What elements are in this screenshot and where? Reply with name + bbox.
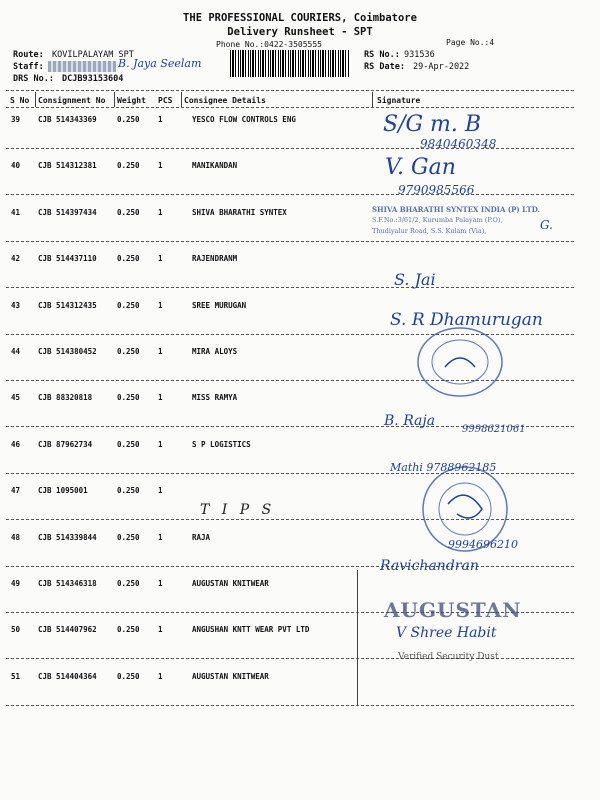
row-weight: 0.250 bbox=[117, 672, 140, 681]
row-sno: 40 bbox=[11, 161, 21, 170]
row-consignee: RAJA bbox=[192, 533, 211, 542]
stamp-shiva-3: Thudiyalur Road, S.S. Kulam (Via), bbox=[372, 227, 487, 235]
company-title: THE PROFESSIONAL COURIERS, Coimbatore bbox=[183, 12, 417, 24]
row-sno: 51 bbox=[11, 672, 21, 681]
vline-4 bbox=[372, 92, 373, 107]
row-weight: 0.250 bbox=[117, 393, 140, 402]
row-consignee: YESCO FLOW CONTROLS ENG bbox=[192, 115, 296, 124]
sig-40-phone: 9790985566 bbox=[398, 183, 475, 197]
drs-value: DCJB93153604 bbox=[62, 74, 124, 84]
row-sno: 41 bbox=[11, 208, 21, 217]
page-number: Page No.:4 bbox=[446, 38, 495, 47]
sig-46: Mathi 9788962185 bbox=[390, 461, 497, 474]
col-pcs: PCS bbox=[158, 96, 173, 105]
col-weight: Weight bbox=[117, 96, 146, 105]
row-consignee: AUGUSTAN KNITWEAR bbox=[192, 672, 269, 681]
row-weight: 0.250 bbox=[117, 161, 140, 170]
row-consignment-no: CJB 514380452 bbox=[38, 347, 97, 356]
vline-1 bbox=[35, 92, 36, 107]
header-top-rule bbox=[6, 90, 574, 91]
row-consignee: AUGUSTAN KNITWEAR bbox=[192, 579, 269, 588]
row-sno: 45 bbox=[11, 393, 21, 402]
row-weight: 0.250 bbox=[117, 208, 140, 217]
col-sno: S No bbox=[10, 96, 30, 105]
row-consignee: MANIKANDAN bbox=[192, 161, 238, 170]
row-weight: 0.250 bbox=[117, 625, 140, 634]
row-weight: 0.250 bbox=[117, 486, 140, 495]
row-pcs: 1 bbox=[158, 393, 163, 402]
staff-redacted bbox=[48, 61, 116, 72]
stamp-shiva-2: S.F.No.:3/61/2, Kurumba Palayam (P.O), bbox=[372, 216, 503, 224]
row-divider bbox=[6, 287, 574, 288]
row-weight: 0.250 bbox=[117, 115, 140, 124]
row-weight: 0.250 bbox=[117, 254, 140, 263]
row-consignment-no: CJB 514397434 bbox=[38, 208, 97, 217]
barcode bbox=[230, 50, 350, 77]
row-pcs: 1 bbox=[158, 115, 163, 124]
sig-50: V Shree Habit bbox=[396, 625, 497, 641]
row-weight: 0.250 bbox=[117, 347, 140, 356]
row-consignee: RAJENDRANM bbox=[192, 254, 238, 263]
phone-number: Phone No.:0422-3505555 bbox=[216, 40, 322, 49]
row-pcs: 1 bbox=[158, 347, 163, 356]
drs-label: DRS No.: bbox=[13, 74, 54, 84]
vline-2 bbox=[114, 92, 115, 107]
row-consignee: ANGUSHAN KNTT WEAR PVT LTD bbox=[192, 625, 310, 634]
row-pcs: 1 bbox=[158, 486, 163, 495]
tips-stamp-seal bbox=[418, 464, 513, 554]
row-pcs: 1 bbox=[158, 301, 163, 310]
row-consignee: MISS RAMYA bbox=[192, 393, 238, 402]
col-consignment: Consignment No bbox=[38, 96, 106, 105]
sig-45-name: B. Raja bbox=[384, 413, 436, 429]
route-value: KOVILPALAYAM SPT bbox=[52, 50, 134, 60]
row-sno: 44 bbox=[11, 347, 21, 356]
sig-40-name: V. Gan bbox=[385, 155, 456, 180]
sig-39-phone: 9840460348 bbox=[420, 137, 497, 151]
mira-stamp-seal bbox=[415, 325, 505, 400]
row-consignee: S P LOGISTICS bbox=[192, 440, 251, 449]
row-consignment-no: CJB 514312435 bbox=[38, 301, 97, 310]
rs-no-value: 931536 bbox=[404, 50, 435, 60]
stamp-verified: Verified Security Dust bbox=[398, 652, 499, 662]
row-pcs: 1 bbox=[158, 533, 163, 542]
rs-date-value: 29-Apr-2022 bbox=[413, 62, 470, 72]
row-sno: 39 bbox=[11, 115, 21, 124]
sig-42: S. Jai bbox=[394, 270, 436, 289]
col-signature: Signature bbox=[377, 96, 421, 105]
row-weight: 0.250 bbox=[117, 301, 140, 310]
route-label: Route: bbox=[13, 50, 44, 60]
row-consignee: SREE MURUGAN bbox=[192, 301, 247, 310]
row-consignee: SHIVA BHARATHI SYNTEX bbox=[192, 208, 287, 217]
row-consignee: MIRA ALOYS bbox=[192, 347, 238, 356]
sig-47: T I P S bbox=[200, 502, 276, 518]
stamp-augustan: AUGUSTAN bbox=[384, 598, 522, 622]
col-consignee: Consignee Details bbox=[184, 96, 266, 105]
row-consignment-no: CJB 514312381 bbox=[38, 161, 97, 170]
row-divider bbox=[6, 241, 574, 242]
row-sno: 42 bbox=[11, 254, 21, 263]
row-weight: 0.250 bbox=[117, 579, 140, 588]
row-divider bbox=[6, 194, 574, 195]
row-pcs: 1 bbox=[158, 672, 163, 681]
row-weight: 0.250 bbox=[117, 440, 140, 449]
row-consignment-no: CJB 88320818 bbox=[38, 393, 93, 402]
sig-43: S. R Dhamurugan bbox=[390, 310, 543, 330]
row-pcs: 1 bbox=[158, 208, 163, 217]
staff-label: Staff: bbox=[13, 62, 44, 72]
row-weight: 0.250 bbox=[117, 533, 140, 542]
vline-3 bbox=[181, 92, 182, 107]
row-sno: 49 bbox=[11, 579, 21, 588]
row-consignment-no: CJB 514404364 bbox=[38, 672, 97, 681]
sig-48-phone: 9994696210 bbox=[448, 538, 518, 551]
sheet-title: Delivery Runsheet - SPT bbox=[227, 26, 373, 38]
sig-39-name: S/G m. B bbox=[383, 112, 482, 137]
row-pcs: 1 bbox=[158, 254, 163, 263]
row-pcs: 1 bbox=[158, 625, 163, 634]
row-sno: 48 bbox=[11, 533, 21, 542]
row-consignment-no: CJB 514343369 bbox=[38, 115, 97, 124]
row-consignment-no: CJB 87962734 bbox=[38, 440, 93, 449]
sig-48-name: Ravichandran bbox=[380, 558, 479, 574]
staff-handwritten: B. Jaya Seelam bbox=[118, 57, 202, 70]
row-sno: 46 bbox=[11, 440, 21, 449]
row-divider bbox=[6, 566, 574, 567]
stamp-shiva-1: SHIVA BHARATHI SYNTEX INDIA (P) LTD. bbox=[372, 205, 540, 214]
sig-45-phone: 9998621061 bbox=[462, 424, 526, 435]
row-consignment-no: CJB 514437110 bbox=[38, 254, 97, 263]
vline-bracket bbox=[357, 570, 358, 705]
row-sno: 50 bbox=[11, 625, 21, 634]
row-pcs: 1 bbox=[158, 579, 163, 588]
header-bottom-rule bbox=[6, 107, 574, 108]
row-pcs: 1 bbox=[158, 161, 163, 170]
row-consignment-no: CJB 514339844 bbox=[38, 533, 97, 542]
row-pcs: 1 bbox=[158, 440, 163, 449]
rs-date-label: RS Date: bbox=[364, 62, 405, 72]
row-consignment-no: CJB 514346318 bbox=[38, 579, 97, 588]
shiva-initials: G. bbox=[540, 218, 553, 232]
row-consignment-no: CJB 514407962 bbox=[38, 625, 97, 634]
row-divider bbox=[6, 705, 574, 706]
rs-no-label: RS No.: bbox=[364, 50, 400, 60]
row-sno: 47 bbox=[11, 486, 21, 495]
row-consignment-no: CJB 1095001 bbox=[38, 486, 88, 495]
row-sno: 43 bbox=[11, 301, 21, 310]
